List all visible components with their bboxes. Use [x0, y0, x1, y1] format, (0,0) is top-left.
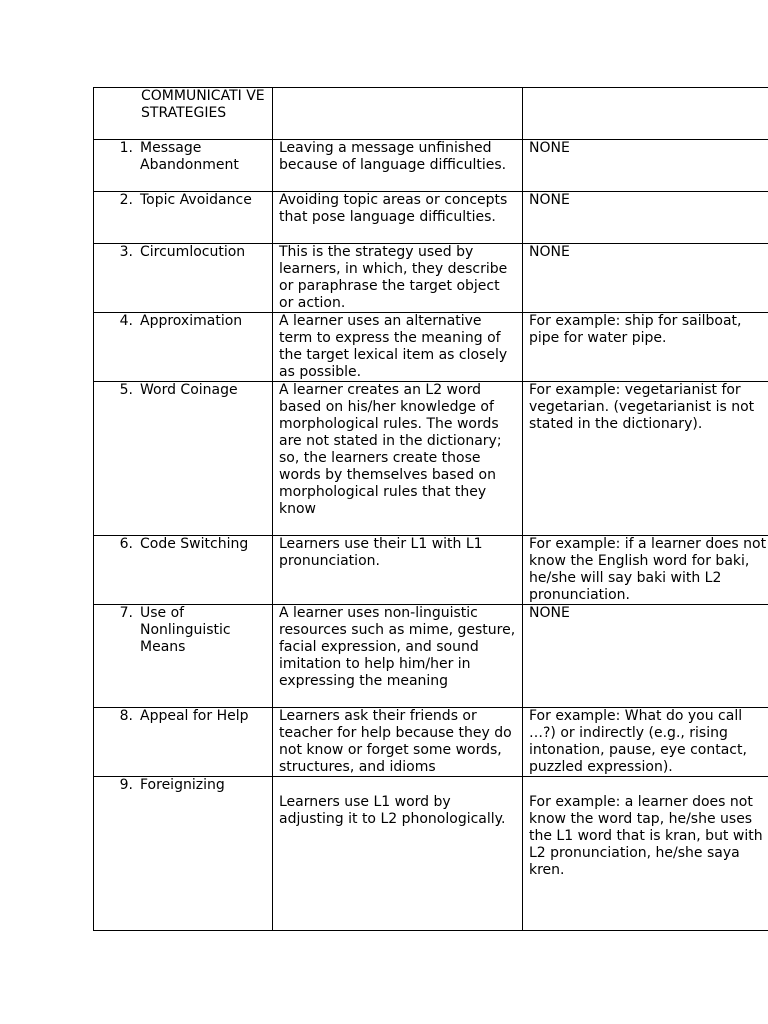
- header-title: COMMUNICATI VE STRATEGIES: [141, 88, 265, 121]
- row-number: 1.: [119, 140, 133, 156]
- table-header-row: [94, 88, 768, 140]
- table-row: [94, 605, 768, 708]
- strategy-name-cell: [94, 708, 273, 777]
- strategy-example: NONE: [523, 605, 768, 708]
- strategy-example: For example: What do you call …?) or indirectly (e.g., rising intonation, pause, eye contact, puzzled expression).: [523, 708, 768, 777]
- row-number: 9.: [119, 777, 133, 793]
- strategy-name: Use of Nonlinguistic Means: [140, 605, 231, 655]
- strategy-name-cell: [94, 605, 273, 708]
- table-row: [94, 192, 768, 244]
- strategy-example: For example: if a learner does not know the English word for baki, he/she will say baki with L2 pronunciation.: [523, 536, 768, 605]
- row-number: 7.: [119, 605, 133, 621]
- strategy-name: Message Abandonment: [140, 140, 239, 173]
- strategy-example: NONE: [523, 192, 768, 244]
- strategy-description: Avoiding topic areas or concepts that pose language difficulties.: [273, 192, 523, 244]
- strategy-name: Approximation: [140, 313, 243, 329]
- table-row: [94, 536, 768, 605]
- strategy-example: NONE: [523, 140, 768, 192]
- strategy-description: Learners use L1 word by adjusting it to L2 phonologically.: [279, 794, 506, 827]
- strategy-example: For example: a learner does not know the word tap, he/she uses the L1 word that is kran, but with L2 pronunciation, he/she saya kren.: [529, 794, 763, 878]
- strategy-description: A learner uses non-linguistic resources such as mime, gesture, facial expression, and sound imitation to help him/her in expressing the meaning: [273, 605, 523, 708]
- strategy-name: Circumlocution: [140, 244, 246, 260]
- strategy-name-cell: [94, 777, 273, 931]
- table-row: [94, 777, 768, 931]
- table-row: [94, 244, 768, 313]
- strategy-description: Learners ask their friends or teacher for help because they do not know or forget some words, structures, and idioms: [273, 708, 523, 777]
- strategy-name: Appeal for Help: [140, 708, 249, 724]
- strategy-name: Topic Avoidance: [140, 192, 252, 208]
- strategy-name-cell: [94, 140, 273, 192]
- strategy-name: Foreignizing: [140, 777, 225, 793]
- row-number: 5.: [119, 382, 133, 398]
- row-number: 2.: [119, 192, 133, 208]
- row-number: 4.: [119, 313, 133, 329]
- strategy-name-cell: [94, 192, 273, 244]
- strategy-example: NONE: [523, 244, 768, 313]
- strategy-description: This is the strategy used by learners, in which, they describe or paraphrase the target object or action.: [273, 244, 523, 313]
- strategy-description: A learner uses an alternative term to express the meaning of the target lexical item as closely as possible.: [273, 313, 523, 382]
- strategy-name-cell: [94, 536, 273, 605]
- strategy-name-cell: [94, 382, 273, 536]
- strategy-name-cell: [94, 244, 273, 313]
- row-number: 3.: [119, 244, 133, 260]
- table-row: [94, 708, 768, 777]
- row-number: 8.: [119, 708, 133, 724]
- strategy-description: Leaving a message unfinished because of language difficulties.: [273, 140, 523, 192]
- table-row: [94, 382, 768, 536]
- strategy-name: Code Switching: [140, 536, 249, 552]
- strategy-name: Word Coinage: [140, 382, 238, 398]
- table-row: [94, 140, 768, 192]
- strategy-description-cell: [273, 777, 523, 931]
- strategy-example-cell: [523, 777, 768, 931]
- header-cell-example: [523, 88, 768, 140]
- strategies-table: [93, 87, 768, 931]
- header-cell-strategies: [94, 88, 273, 140]
- strategy-description: Learners use their L1 with L1 pronunciation.: [273, 536, 523, 605]
- row-number: 6.: [119, 536, 133, 552]
- strategy-example: For example: vegetarianist for vegetarian. (vegetarianist is not stated in the dictionary).: [523, 382, 768, 536]
- table-row: [94, 313, 768, 382]
- strategy-description: A learner creates an L2 word based on his/her knowledge of morphological rules. The words are not stated in the dictionary; so, the learners create those words by themselves based on morphological rules that they know: [273, 382, 523, 536]
- strategy-example: For example: ship for sailboat, pipe for water pipe.: [523, 313, 768, 382]
- header-cell-description: [273, 88, 523, 140]
- strategy-name-cell: [94, 313, 273, 382]
